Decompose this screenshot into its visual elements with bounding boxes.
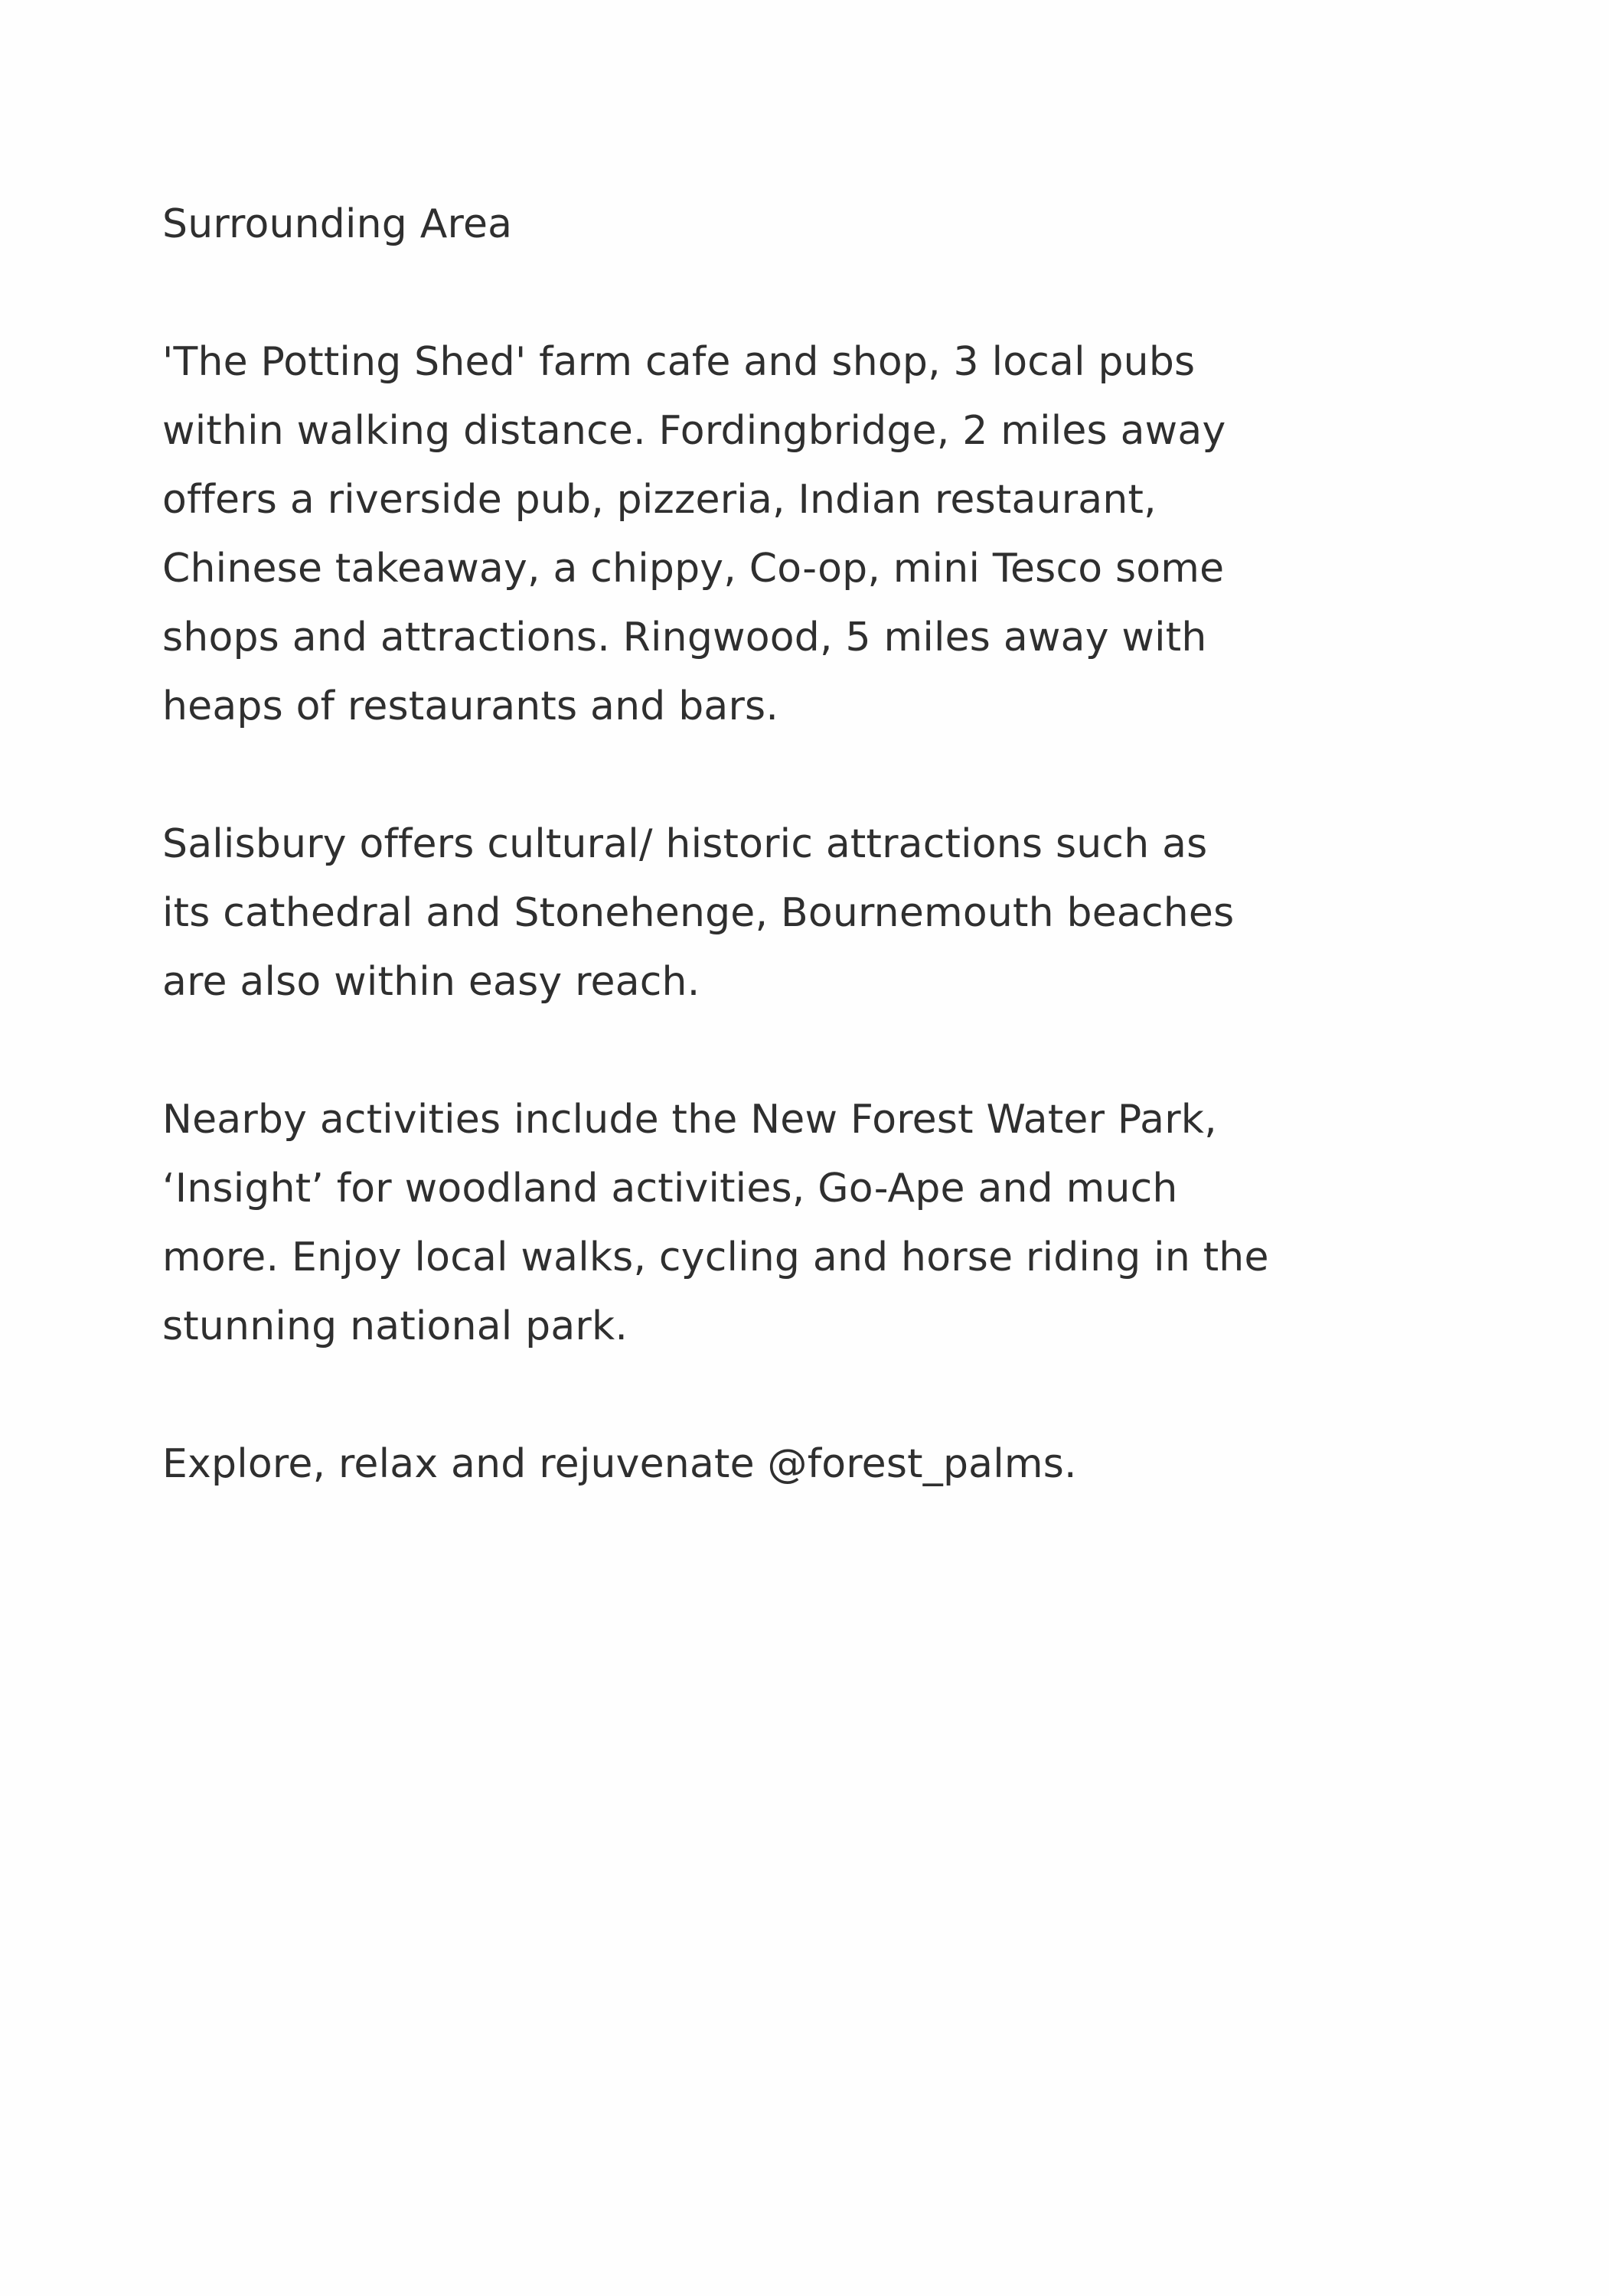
paragraph-spacer <box>162 1016 1464 1085</box>
paragraph-line: more. Enjoy local walks, cycling and horse riding in the <box>162 1234 1269 1280</box>
paragraph-line: 'The Potting Shed' farm cafe and shop, 3 local pubs <box>162 339 1196 385</box>
paragraph-line: shops and attractions. Ringwood, 5 miles away with <box>162 615 1207 660</box>
paragraph-line: heaps of restaurants and bars. <box>162 683 779 729</box>
paragraph-nearby-activities <box>162 1085 1464 1361</box>
document-heading: Surrounding Area <box>162 201 513 247</box>
paragraph-salisbury <box>162 810 1464 1016</box>
paragraph-spacer <box>162 1361 1464 1430</box>
paragraph-line: within walking distance. Fordingbridge, 2 miles away <box>162 408 1226 454</box>
paragraph-surrounding-amenities <box>162 328 1464 741</box>
document-body <box>162 190 1464 1499</box>
paragraph-spacer <box>162 259 1464 328</box>
paragraph-line: stunning national park. <box>162 1303 628 1349</box>
paragraph-line: Explore, relax and rejuvenate @forest_palms. <box>162 1441 1077 1487</box>
paragraph-line: offers a riverside pub, pizzeria, Indian restaurant, <box>162 477 1157 523</box>
paragraph-line: ‘Insight’ for woodland activities, Go-Ape and much <box>162 1166 1178 1212</box>
paragraph-line: Salisbury offers cultural/ historic attractions such as <box>162 821 1208 867</box>
paragraph-line: its cathedral and Stonehenge, Bournemouth beaches <box>162 890 1235 936</box>
paragraph-spacer <box>162 741 1464 810</box>
paragraph-line: Chinese takeaway, a chippy, Co-op, mini Tesco some <box>162 546 1225 592</box>
paragraph-closing <box>162 1430 1464 1499</box>
paragraph-line: are also within easy reach. <box>162 959 700 1005</box>
paragraph-line: Nearby activities include the New Forest Water Park, <box>162 1097 1217 1143</box>
